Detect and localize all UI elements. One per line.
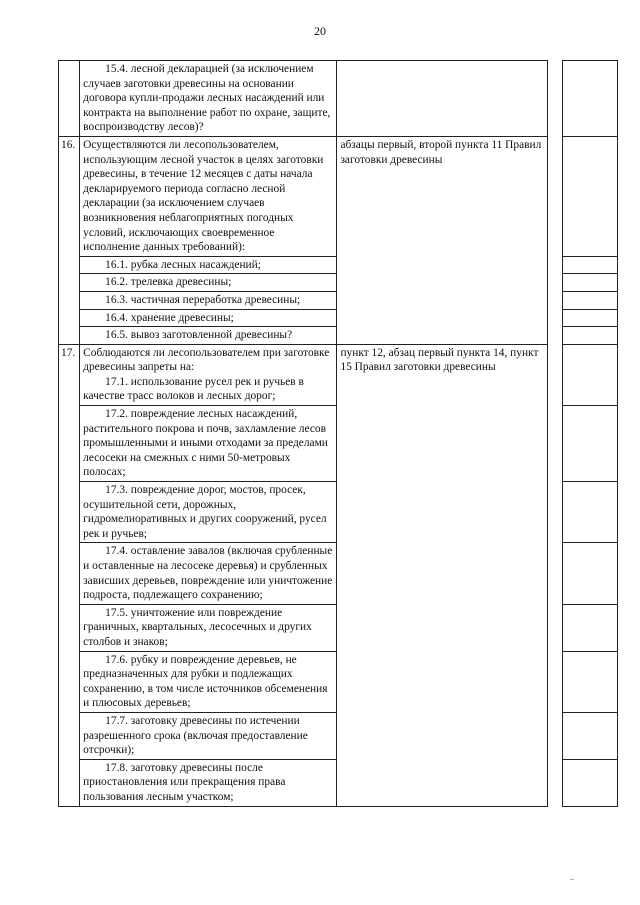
row-number-cell bbox=[59, 61, 80, 137]
table-row bbox=[59, 61, 618, 137]
spacer-cell bbox=[548, 61, 563, 137]
answer-cell bbox=[562, 274, 617, 292]
answer-cell bbox=[562, 344, 617, 405]
sub-item: 17.6. рубку и повреждение деревьев, не предназначенных для рубки и подлежащих сохранению, в том числе источников обсеменения и плюсовых деревьев; bbox=[80, 651, 337, 712]
reference-cell bbox=[337, 61, 548, 137]
spacer-cell bbox=[548, 136, 563, 344]
table-row bbox=[59, 344, 618, 405]
spacer-cell bbox=[548, 344, 563, 806]
answer-cell bbox=[562, 604, 617, 651]
question-cell bbox=[80, 344, 337, 405]
answer-cell bbox=[562, 291, 617, 309]
sub-item: 17.1. использование русел рек и ручьев в качестве трасс волоков и лесных дорог; bbox=[83, 375, 304, 403]
page-number: 20 bbox=[314, 24, 326, 38]
answer-cell bbox=[562, 256, 617, 274]
sub-item: 16.5. вывоз заготовленной древесины? bbox=[80, 327, 337, 345]
answer-cell bbox=[562, 309, 617, 327]
sub-item: 17.2. повреждение лесных насаждений, растительного покрова и почв, захламление лесов промышленными и иными отходами за пределами лесосеки на смежных с ними 50-метровых полосах; bbox=[80, 406, 337, 482]
answer-cell bbox=[562, 61, 617, 137]
sub-item: 17.4. оставление завалов (включая срубленные и оставленные на лесосеке деревья) и срубленных зависших деревьев, повреждение или уничтожение подроста, подлежащего сохранению; bbox=[80, 543, 337, 604]
sub-item: 16.3. частичная переработка древесины; bbox=[80, 291, 337, 309]
answer-cell bbox=[562, 651, 617, 712]
answer-cell bbox=[562, 482, 617, 543]
sub-item: 17.5. уничтожение или повреждение граничных, квартальных, лесосечных и других столбов и знаков; bbox=[80, 604, 337, 651]
answer-cell bbox=[562, 327, 617, 345]
question-cell: Осуществляются ли лесопользователем, использующим лесной участок в целях заготовки древесины, в течение 12 месяцев с даты начала декларируемого периода согласно лесной декларации (за исключением случаев возникновения неблагоприятных погодных условий, исключающих своевременное исполнение данных требований): bbox=[80, 136, 337, 256]
sub-item: 16.4. хранение древесины; bbox=[80, 309, 337, 327]
sub-item: 16.1. рубка лесных насаждений; bbox=[80, 256, 337, 274]
checklist-table bbox=[58, 60, 618, 807]
answer-cell bbox=[562, 136, 617, 256]
scan-mark: – bbox=[570, 874, 574, 883]
answer-cell bbox=[562, 759, 617, 806]
row-number: 16. bbox=[59, 136, 80, 344]
reference-cell: абзацы первый, второй пункта 11 Правил заготовки древесины bbox=[337, 136, 548, 344]
sub-item: 17.8. заготовку древесины после приостановления или прекращения права пользования лесным участком; bbox=[80, 759, 337, 806]
sub-item: 17.3. повреждение дорог, мостов, просек, осушительной сети, дорожных, гидромелиоративных и других сооружений, русел рек и ручьев; bbox=[80, 482, 337, 543]
question-cell: 15.4. лесной декларацией (за исключением случаев заготовки древесины на основании договора купли-продажи лесных насаждений или контракта на выполнение работ по охране, защите, воспроизводству лесов)? bbox=[80, 61, 337, 137]
row-number: 17. bbox=[59, 344, 80, 806]
answer-cell bbox=[562, 712, 617, 759]
table-row bbox=[59, 136, 618, 256]
question-text: Соблюдаются ли лесопользователем при заготовке древесины запреты на: bbox=[83, 346, 330, 374]
answer-cell bbox=[562, 406, 617, 482]
sub-item: 17.7. заготовку древесины по истечении разрешенного срока (включая предоставление отсрочки); bbox=[80, 712, 337, 759]
sub-item: 16.2. трелевка древесины; bbox=[80, 274, 337, 292]
answer-cell bbox=[562, 543, 617, 604]
reference-cell: пункт 12, абзац первый пункта 14, пункт 15 Правил заготовки древесины bbox=[337, 344, 548, 806]
